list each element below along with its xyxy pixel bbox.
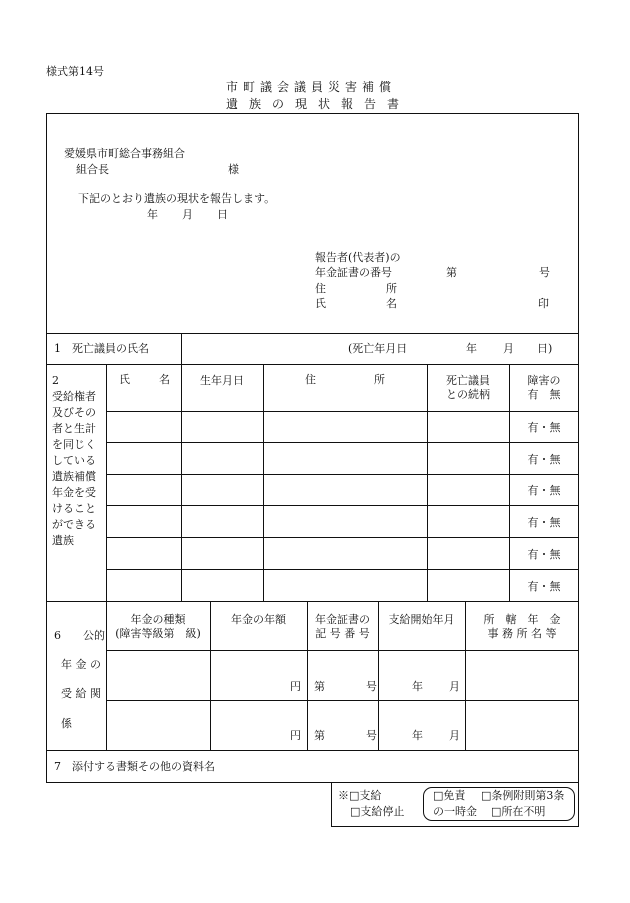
- s6-row2-year: 年: [412, 729, 423, 742]
- s2-col-name: [181, 364, 182, 601]
- reporter-name-label-a: 氏: [315, 297, 326, 310]
- s2-header-relation-line2: との続柄: [446, 388, 490, 402]
- section7-label: 7 添付する書類その他の資料名: [54, 760, 215, 773]
- s6-header-cert-line1: 年金証書の: [315, 613, 370, 626]
- s6-header-amount: 年金の年額: [231, 613, 286, 626]
- s6-header-cert-line2: 記 号 番 号: [315, 627, 370, 641]
- divider-s6-row1: [106, 700, 579, 701]
- section1-month: 月: [503, 342, 514, 355]
- section6-label-line4: 係: [61, 717, 72, 730]
- section2-number: 2: [52, 374, 59, 387]
- label-col-divider: [106, 364, 107, 750]
- divider-top-section: [46, 333, 579, 334]
- report-statement: 下記のとおり遺族の現状を報告します。: [78, 192, 276, 205]
- section2-label: 受給権者及びその者と生計を同じくしている遺族補償年金を受けることができる遺族: [52, 390, 96, 547]
- s2-header-addr-b: 所: [374, 373, 385, 386]
- s2-header-birth: 生年月日: [200, 374, 244, 387]
- disability-choice-row2[interactable]: 有・無: [527, 453, 561, 466]
- s6-row1-yen: 円: [290, 680, 301, 693]
- office-supplement-checkbox[interactable]: □条例附則第3条: [481, 789, 565, 802]
- section1-year: 年: [466, 342, 477, 355]
- section6-label-line2: 年 金 の: [61, 658, 101, 671]
- s6-row2-yen: 円: [290, 729, 301, 742]
- s6-header-type: [106, 613, 210, 642]
- section1-death-date-label: (死亡年月日: [348, 342, 408, 355]
- reporter-label: 報告者(代表者)の: [315, 251, 401, 264]
- disability-choice-row1[interactable]: 有・無: [527, 421, 561, 434]
- disability-choice-row3[interactable]: 有・無: [527, 484, 561, 497]
- office-payment-checkbox[interactable]: ※□支給: [338, 789, 382, 802]
- s6-header-type-line1: 年金の種類: [130, 613, 186, 626]
- reporter-seal: 印: [538, 297, 549, 310]
- s2-col-birth: [263, 364, 264, 601]
- s2-header-addr-a: 住: [305, 373, 316, 386]
- s2-header-name-b: 名: [159, 373, 170, 386]
- divider-section1: [46, 364, 579, 365]
- s2-header-disability-line1: 障害の: [527, 374, 561, 387]
- s6-header-type-line2: (障害等級第 級): [115, 627, 201, 641]
- s6-row2-month: 月: [449, 729, 460, 742]
- form-title-line1: 市町議会議員災害補償: [226, 80, 397, 94]
- s2-header-relation-line1: 死亡議員: [446, 374, 490, 387]
- s6-header-office-line1: 所 轄 年 金: [483, 613, 561, 626]
- s6-row2-cert-suffix: 号: [366, 729, 377, 742]
- s6-row1-cert-suffix: 号: [366, 680, 377, 693]
- disability-choice-row5[interactable]: 有・無: [527, 548, 561, 561]
- s2-header-relation: [427, 374, 509, 403]
- section1-day: 日): [537, 342, 553, 355]
- addressee-honorific: 様: [228, 163, 239, 176]
- section6-label-line3: 受 給 関: [61, 687, 101, 700]
- divider-section2: [46, 601, 579, 602]
- s6-header-start: 支給開始年月: [388, 613, 455, 626]
- s6-row1-year: 年: [412, 680, 423, 693]
- s2-header-name-a: 氏: [119, 373, 130, 386]
- reporter-cert-label: 年金証書の番号: [315, 266, 392, 279]
- divider-section6: [46, 750, 579, 751]
- s6-row2-cert-prefix: 第: [314, 729, 325, 742]
- reporter-address-label-b: 所: [386, 282, 397, 295]
- section6-label-line1: 6 公的: [54, 629, 105, 642]
- reporter-cert-suffix: 号: [539, 266, 550, 279]
- reporter-name-label-b: 名: [386, 297, 397, 310]
- s6-row1-month: 月: [449, 680, 460, 693]
- report-date-month: 月: [182, 208, 193, 221]
- addressee-role: 組合長: [76, 163, 109, 176]
- form-number: 様式第14号: [46, 65, 104, 78]
- s6-header-cert: [307, 613, 378, 642]
- addressee-org: 愛媛県市町総合事務組合: [64, 147, 185, 160]
- report-form-frame: [46, 113, 579, 783]
- s2-header-disability-line2: 有 無: [527, 388, 561, 402]
- form-title-line2: 遺族の現状報告書: [226, 97, 411, 111]
- report-date-year: 年: [147, 208, 158, 221]
- reporter-address-label-a: 住: [315, 282, 326, 295]
- s6-header-office: [465, 613, 579, 642]
- section1-label: 1 死亡議員の氏名: [54, 342, 149, 355]
- office-unknown-checkbox[interactable]: □所在不明: [491, 805, 546, 818]
- s6-header-office-line2: 事 務 所 名 等: [487, 627, 557, 641]
- report-date-day: 日: [217, 208, 228, 221]
- divider-s6-header: [106, 650, 579, 651]
- office-lump-sum-label: の一時金: [433, 805, 477, 818]
- s2-header-disability: [509, 374, 579, 403]
- disability-choice-row6[interactable]: 有・無: [527, 580, 561, 593]
- office-exempt-checkbox[interactable]: □免責: [433, 789, 466, 802]
- reporter-cert-prefix: 第: [446, 266, 457, 279]
- s6-row1-cert-prefix: 第: [314, 680, 325, 693]
- disability-choice-row4[interactable]: 有・無: [527, 516, 561, 529]
- office-suspend-checkbox[interactable]: □支給停止: [350, 805, 405, 818]
- s1-col-divider: [181, 333, 182, 364]
